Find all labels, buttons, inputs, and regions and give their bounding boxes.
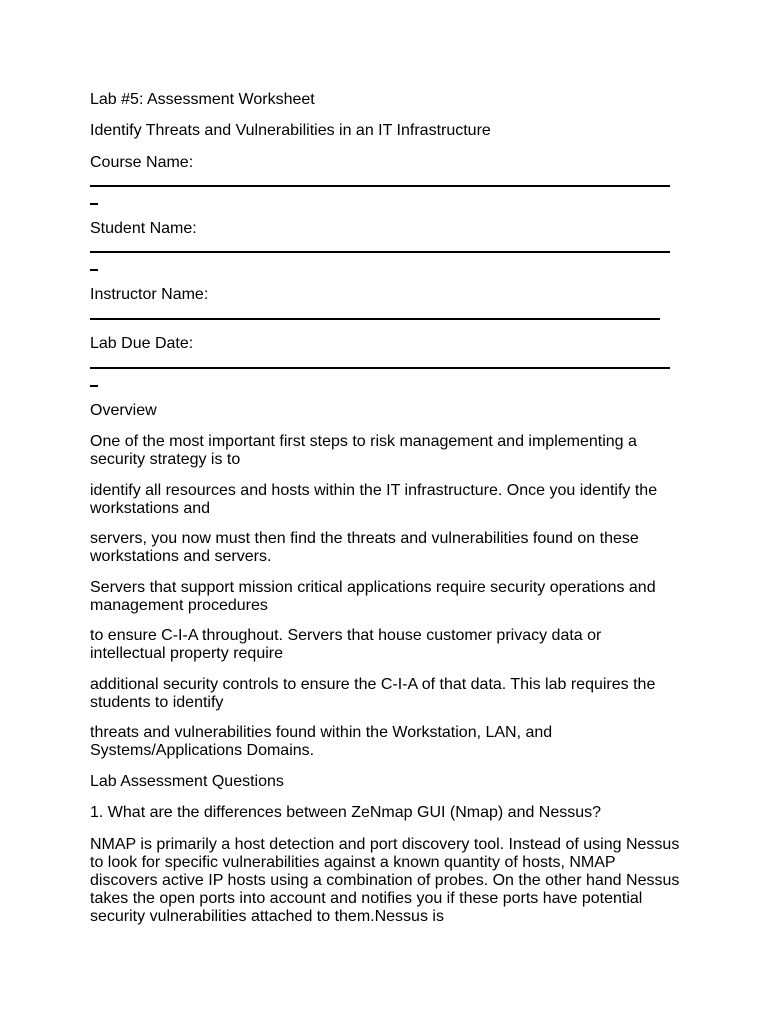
overview-heading: Overview [90,402,157,419]
lab-due-date-line[interactable] [90,367,670,369]
question-1: 1. What are the differences between ZeNmap GUI (Nmap) and Nessus? [90,804,602,821]
course-name-line[interactable] [90,185,670,187]
overview-paragraph: One of the most important first steps to risk management and implementing a security strategy is to [90,433,637,468]
instructor-name-line[interactable] [90,318,660,320]
student-name-line-tail [90,269,98,271]
lab-due-date-label: Lab Due Date: [90,335,194,352]
course-name-line-tail [90,203,98,205]
overview-paragraph: additional security controls to ensure the C-I-A of that data. This lab requires the students to identify [90,676,656,711]
instructor-name-label: Instructor Name: [90,286,209,303]
lab-title: Lab #5: Assessment Worksheet [90,91,315,108]
overview-paragraph: identify all resources and hosts within the IT infrastructure. Once you identify the workstations and [90,482,658,517]
student-name-label: Student Name: [90,220,197,237]
overview-paragraph: to ensure C-I-A throughout. Servers that house customer privacy data or intellectual property require [90,627,602,662]
student-name-line[interactable] [90,251,670,253]
course-name-label: Course Name: [90,154,194,171]
overview-paragraph: threats and vulnerabilities found within the Workstation, LAN, and Systems/Applications Domains. [90,724,553,759]
lab-subtitle: Identify Threats and Vulnerabilities in an IT Infrastructure [90,122,491,139]
overview-paragraph: servers, you now must then find the threats and vulnerabilities found on these workstations and servers. [90,530,639,565]
overview-paragraph: Servers that support mission critical applications require security operations and management procedures [90,579,656,614]
answer-1: NMAP is primarily a host detection and port discovery tool. Instead of using Nessus to look for specific vulnerabilities against a known quantity of hosts, NMAP discovers active IP hosts using a combination of probes. On the other hand Nessus takes the open ports into account and notifies you if these ports have potential security vulnerabilities attached to them.Nessus is [90,836,680,925]
lab-due-date-line-tail [90,385,98,387]
questions-heading: Lab Assessment Questions [90,773,284,790]
